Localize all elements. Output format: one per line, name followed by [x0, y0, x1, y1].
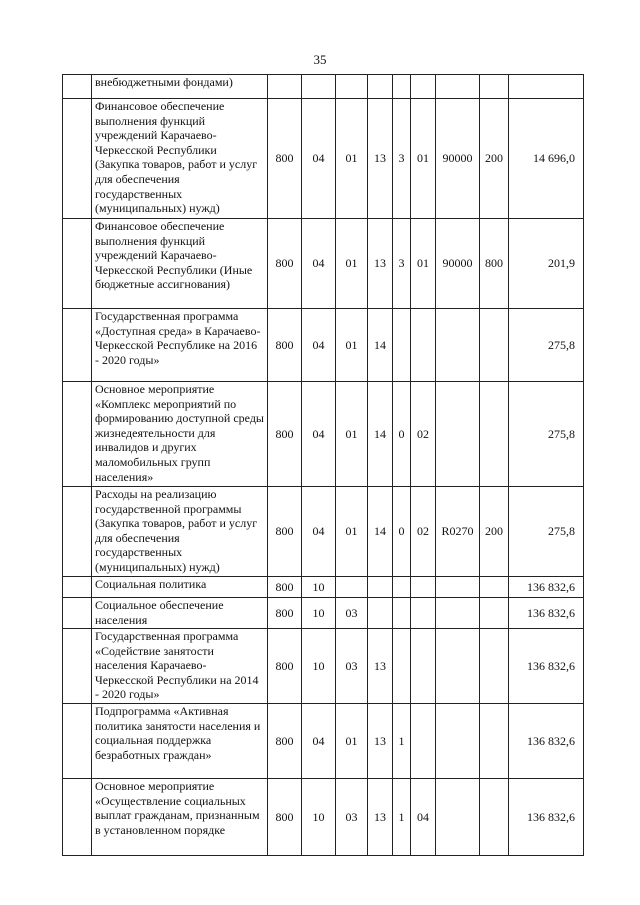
ministry-code: 800	[268, 704, 302, 779]
expense-direction-code	[436, 629, 480, 704]
amount	[509, 75, 584, 99]
activity-code: 01	[411, 99, 436, 219]
subsection-code: 01	[336, 487, 368, 577]
item-name: Расходы на реализацию государственной программы (Закупка товаров, работ и услуг для обеспечения государственных (муниципальных) нужд)	[92, 487, 268, 577]
expense-type-code	[480, 577, 509, 598]
expense-direction-code: 90000	[436, 219, 480, 309]
expense-direction-code	[436, 75, 480, 99]
subsection-code	[336, 577, 368, 598]
section-code: 04	[302, 309, 336, 382]
ministry-code	[268, 75, 302, 99]
expense-type-code: 200	[480, 99, 509, 219]
activity-code	[411, 598, 436, 629]
activity-code: 02	[411, 382, 436, 487]
item-name: Государственная программа «Доступная среда» в Карачаево-Черкесской Республике на 2016 - 2020 годы»	[92, 309, 268, 382]
subsection-code: 01	[336, 704, 368, 779]
activity-code	[411, 704, 436, 779]
subprogram-code: 0	[393, 382, 411, 487]
amount: 275,8	[509, 309, 584, 382]
section-code: 04	[302, 704, 336, 779]
ministry-code: 800	[268, 487, 302, 577]
row-marker-cell	[63, 219, 92, 309]
activity-code: 02	[411, 487, 436, 577]
subsection-code	[336, 75, 368, 99]
section-code: 04	[302, 99, 336, 219]
subsection-code: 03	[336, 779, 368, 856]
section-code: 10	[302, 577, 336, 598]
ministry-code: 800	[268, 577, 302, 598]
amount: 275,8	[509, 487, 584, 577]
section-code: 04	[302, 382, 336, 487]
subprogram-code	[393, 309, 411, 382]
item-name: Подпрограмма «Активная политика занятости населения и социальная поддержка безработных граждан»	[92, 704, 268, 779]
subprogram-code: 3	[393, 99, 411, 219]
program-code: 14	[368, 487, 393, 577]
program-code: 13	[368, 629, 393, 704]
program-code: 13	[368, 704, 393, 779]
page-number: 35	[313, 52, 327, 67]
ministry-code: 800	[268, 219, 302, 309]
row-marker-cell	[63, 309, 92, 382]
expense-direction-code	[436, 577, 480, 598]
program-code	[368, 75, 393, 99]
amount: 136 832,6	[509, 598, 584, 629]
amount: 136 832,6	[509, 629, 584, 704]
ministry-code: 800	[268, 779, 302, 856]
ministry-code: 800	[268, 382, 302, 487]
subprogram-code: 1	[393, 704, 411, 779]
ministry-code: 800	[268, 309, 302, 382]
amount: 136 832,6	[509, 704, 584, 779]
table-row	[63, 219, 584, 309]
expense-type-code	[480, 309, 509, 382]
row-marker-cell	[63, 487, 92, 577]
amount: 275,8	[509, 382, 584, 487]
row-marker-cell	[63, 598, 92, 629]
amount: 14 696,0	[509, 99, 584, 219]
subprogram-code	[393, 629, 411, 704]
section-code: 10	[302, 779, 336, 856]
table-row	[63, 704, 584, 779]
table-row	[63, 99, 584, 219]
expense-direction-code: R0270	[436, 487, 480, 577]
activity-code	[411, 629, 436, 704]
program-code: 13	[368, 779, 393, 856]
subsection-code: 01	[336, 219, 368, 309]
expense-type-code: 200	[480, 487, 509, 577]
row-marker-cell	[63, 704, 92, 779]
section-code: 04	[302, 487, 336, 577]
item-name: Основное мероприятие «Осуществление социальных выплат гражданам, признанным в установленном порядке	[92, 779, 268, 856]
expense-type-code	[480, 704, 509, 779]
ministry-code: 800	[268, 598, 302, 629]
item-name: Социальное обеспечение населения	[92, 598, 268, 629]
program-code	[368, 598, 393, 629]
amount: 136 832,6	[509, 577, 584, 598]
item-name: внебюджетными фондами)	[92, 75, 268, 99]
amount: 136 832,6	[509, 779, 584, 856]
subprogram-code: 3	[393, 219, 411, 309]
item-name: Финансовое обеспечение выполнения функций учреждений Карачаево-Черкесской Республики (Иные бюджетные ассигнования)	[92, 219, 268, 309]
expense-type-code	[480, 629, 509, 704]
program-code	[368, 577, 393, 598]
row-marker-cell	[63, 629, 92, 704]
expense-direction-code	[436, 704, 480, 779]
expense-type-code	[480, 382, 509, 487]
expense-direction-code	[436, 309, 480, 382]
expense-type-code: 800	[480, 219, 509, 309]
program-code: 13	[368, 219, 393, 309]
subsection-code: 01	[336, 309, 368, 382]
item-name: Основное мероприятие «Комплекс мероприятий по формированию доступной среды жизнедеятельности для инвалидов и других маломобильных групп населения»	[92, 382, 268, 487]
expense-type-code	[480, 75, 509, 99]
subsection-code: 01	[336, 99, 368, 219]
table-row	[63, 309, 584, 382]
activity-code: 04	[411, 779, 436, 856]
program-code: 14	[368, 309, 393, 382]
item-name: Финансовое обеспечение выполнения функций учреждений Карачаево-Черкесской Республики (Закупка товаров, работ и услуг для обеспечения государственных (муниципальных) нужд)	[92, 99, 268, 219]
program-code: 13	[368, 99, 393, 219]
budget-table	[62, 74, 584, 856]
section-code	[302, 75, 336, 99]
subprogram-code	[393, 75, 411, 99]
expense-direction-code: 90000	[436, 99, 480, 219]
expense-direction-code	[436, 779, 480, 856]
amount: 201,9	[509, 219, 584, 309]
subsection-code: 03	[336, 629, 368, 704]
subprogram-code: 1	[393, 779, 411, 856]
subsection-code: 03	[336, 598, 368, 629]
item-name: Социальная политика	[92, 577, 268, 598]
table-row	[63, 629, 584, 704]
expense-direction-code	[436, 382, 480, 487]
activity-code	[411, 577, 436, 598]
subprogram-code: 0	[393, 487, 411, 577]
table-row	[63, 577, 584, 598]
row-marker-cell	[63, 779, 92, 856]
section-code: 04	[302, 219, 336, 309]
table-row	[63, 598, 584, 629]
section-code: 10	[302, 598, 336, 629]
subprogram-code	[393, 577, 411, 598]
activity-code: 01	[411, 219, 436, 309]
expense-type-code	[480, 598, 509, 629]
row-marker-cell	[63, 99, 92, 219]
row-marker-cell	[63, 382, 92, 487]
section-code: 10	[302, 629, 336, 704]
row-marker-cell	[63, 577, 92, 598]
program-code: 14	[368, 382, 393, 487]
table-row	[63, 487, 584, 577]
ministry-code: 800	[268, 99, 302, 219]
item-name: Государственная программа «Содействие занятости населения Карачаево-Черкесской Республики на 2014 - 2020 годы»	[92, 629, 268, 704]
ministry-code: 800	[268, 629, 302, 704]
table-row	[63, 382, 584, 487]
expense-direction-code	[436, 598, 480, 629]
subprogram-code	[393, 598, 411, 629]
subsection-code: 01	[336, 382, 368, 487]
row-marker-cell	[63, 75, 92, 99]
table-row	[63, 75, 584, 99]
activity-code	[411, 309, 436, 382]
activity-code	[411, 75, 436, 99]
expense-type-code	[480, 779, 509, 856]
table-row	[63, 779, 584, 856]
